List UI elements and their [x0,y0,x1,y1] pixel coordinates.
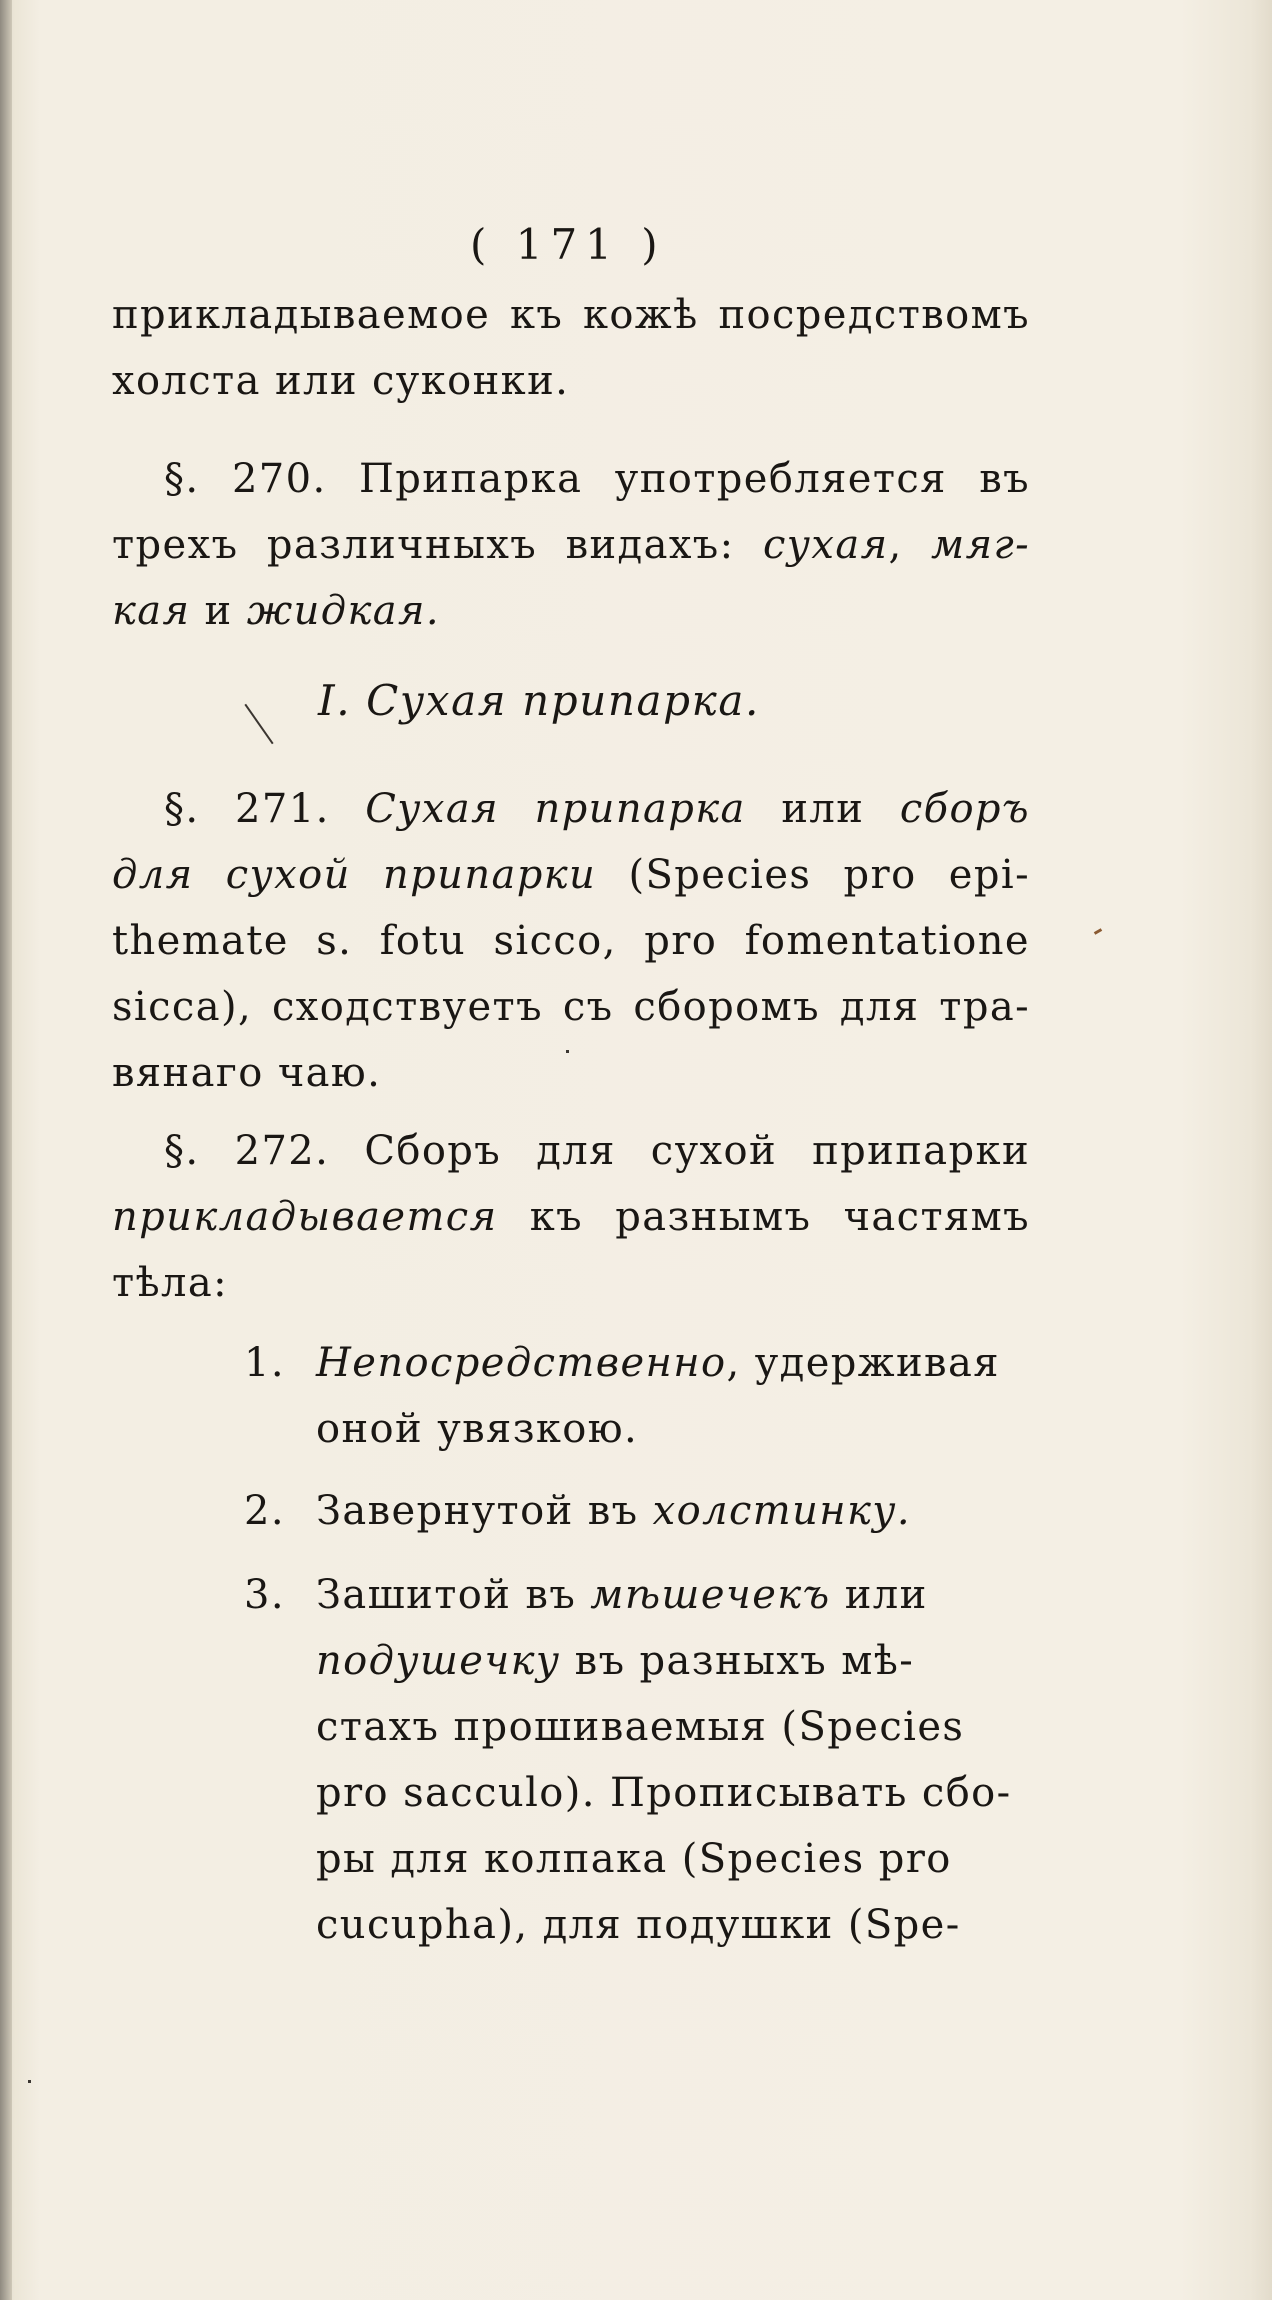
binding-shadow [0,0,12,2300]
text-run: Завернутой въ [316,1488,639,1534]
text-run: или [844,1572,928,1618]
list-item-3-line-1 [112,1562,1030,1628]
list-item-1-line-2: оной увязкою. [316,1406,639,1452]
list-item-3 [112,1562,1030,1958]
section-272-line-3: тѣла: [112,1260,228,1306]
list-item-1 [112,1330,1030,1462]
section-271 [112,776,1030,1106]
list-number: 2. [244,1488,285,1534]
section-270-line-3 [112,578,1030,644]
text-run: §. 271. [164,786,330,832]
section-272-line-1: §. 272. Сборъ для сухой припарки [164,1128,1030,1174]
list-item-2 [112,1478,1030,1544]
italic-term-dry: сухая [762,522,889,568]
list-item-3-line-6: cucupha), для подушки (Spe- [316,1902,961,1948]
italic-term: прикладывается [112,1194,498,1240]
section-271-line-1 [112,776,1030,842]
text-run: , [888,522,903,568]
italic-term: Сухая припарка [365,786,746,832]
section-270-line-1: §. 270. Припарка употребляется въ [164,456,1030,502]
text-run: Зашитой въ [316,1572,577,1618]
italic-term: мѣшечекъ [590,1572,831,1618]
list-item-3-line-4: pro sacculo). Прописывать сбо- [316,1770,1012,1816]
section-272-line-2 [112,1184,1030,1250]
section-271-line-5: вянаго чаю. [112,1050,382,1096]
list-number: 1. [244,1340,285,1386]
italic-term: Непосредственно [316,1340,727,1386]
ink-speck [1094,928,1102,935]
italic-term: подушечку [316,1638,561,1684]
italic-term: холстинку. [652,1488,912,1534]
ink-speck [566,1050,569,1053]
italic-term: для сухой припарки [112,852,597,898]
section-272 [112,1118,1030,1316]
text-run: къ разнымъ частямъ [529,1194,1031,1240]
list-item-2-line-1 [112,1478,1030,1544]
list-item-1-line-1 [112,1330,1030,1396]
section-270-line-2 [112,512,1030,578]
text-run: и [204,588,233,634]
ink-speck [28,2080,31,2083]
italic-term-soft-end: кая [112,588,191,634]
page-number: ( 171 ) [470,220,666,269]
section-271-line-3: themate s. fotu sicco, pro fomentatione [112,918,1030,964]
section-271-line-2 [112,842,1030,908]
italic-term-soft: мяг- [931,522,1030,568]
italic-term: сборъ [899,786,1030,832]
list-item-3-line-3: стахъ прошиваемыя (Species [316,1704,965,1750]
section-271-line-4: sicca), сходствуетъ съ сборомъ для тра- [112,984,1030,1030]
intro-line-1: прикладываемое къ кожѣ посредствомъ [112,292,1030,338]
list-item-3-line-2 [112,1628,1030,1694]
italic-term-liquid: жидкая. [246,588,441,634]
section-heading: I. Сухая припарка. [318,676,760,725]
text-run: трехъ различныхъ видахъ: [112,522,735,568]
intro-paragraph [112,282,1030,414]
text-run: въ разныхъ мѣ- [574,1638,915,1684]
intro-line-2: холста или суконки. [112,358,570,404]
text-run: или [781,786,865,832]
text-run: (Species pro epi- [628,852,1030,898]
list-number: 3. [244,1572,285,1618]
ink-mark [244,704,273,744]
text-run: , удерживая [726,1340,1000,1386]
list-item-3-line-5: ры для колпака (Species pro [316,1836,952,1882]
section-270 [112,446,1030,644]
